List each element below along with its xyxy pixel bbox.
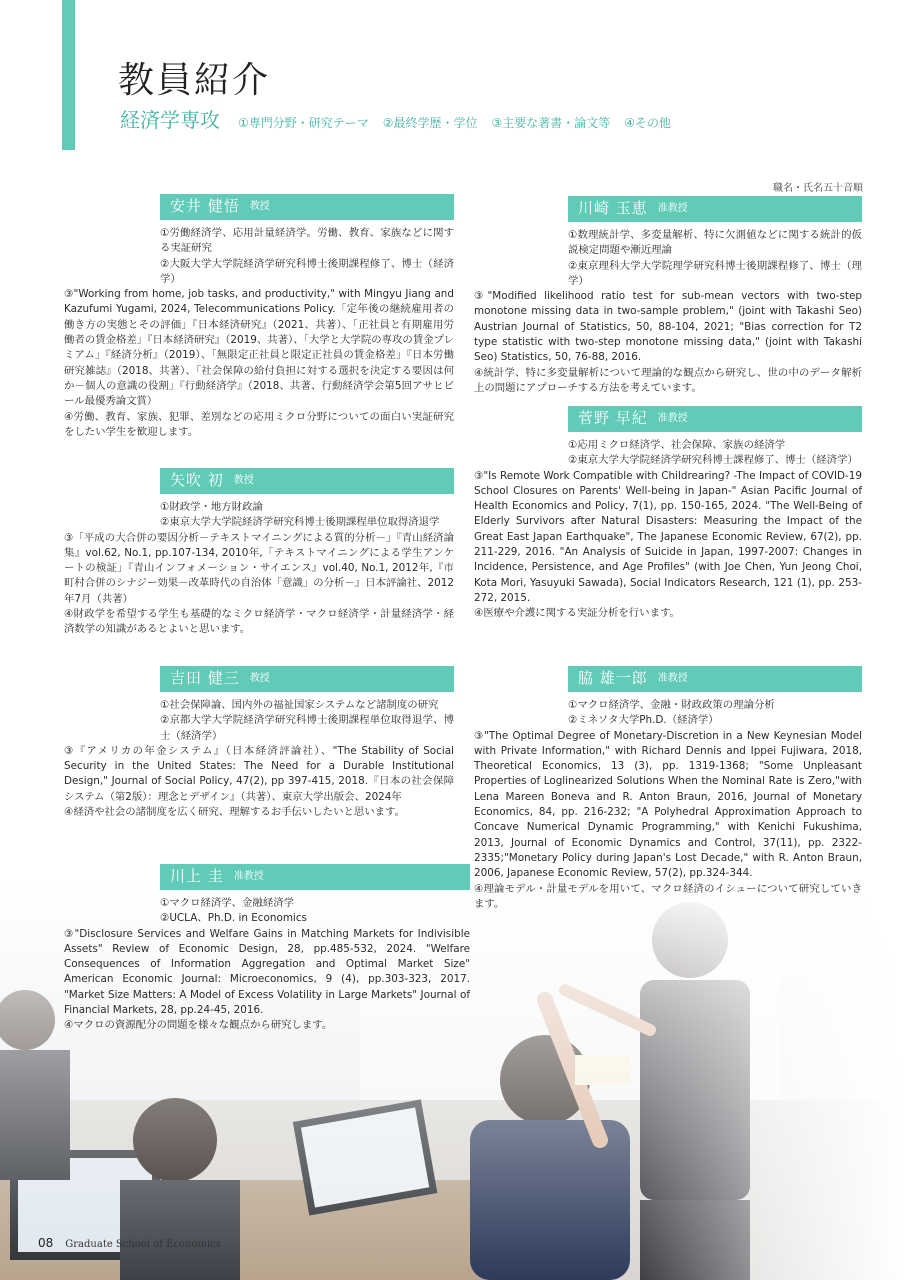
faculty-education: ②大阪大学大学院経済学研究科博士後期課程修了、博士（経済学） bbox=[160, 257, 454, 285]
faculty-publications: ③"The Optimal Degree of Monetary-Discretion in a New Keynesian Model with Private Information," with Richard Dennis and Ippei Fujiwara, 2018, Theoretical Economics, 13 (3), pp. 1319-1368; "Some Unpleasant Properties of Loglinearized Solutions When the Nominal Rate is Zero,"with Lena Mareen Boneva and R. Anton Braun, 2016, Journal of Monetary Economics, 84, pp. 216-232; "A Polyhedral Approximation Approach to Concave Numerical Dynamic Programming," with Kenichi Fukushima, 2013, Journal of Economic Dynamics and Control, 37(11), pp. 2322-2335;"Monetary Policy during Japan's Lost Decade," with R. Anton Braun, 2006, Japanese Economic Review, 57(2), pp.324-344. bbox=[474, 729, 862, 880]
faculty-card bbox=[64, 864, 470, 1034]
faculty-publications: ③"Disclosure Services and Welfare Gains in Matching Markets for Indivisible Assets" Review of Economic Design, 28, pp.485-532, 2024. "Welfare Consequences of Information Aggregation and Optimal Market Size" American Economic Journal: Microeconomics, 9 (4), pp.303-323, 2017. "Market Size Matters: A Model of Excess Volatility in Large Markets" Journal of Financial Markets, 28, pp.24-45, 2016. bbox=[64, 927, 470, 1017]
faculty-name-bar bbox=[160, 864, 470, 890]
faculty-field: ①マクロ経済学、金融・財政政策の理論分析 bbox=[568, 699, 775, 711]
faculty-field: ①社会保障論、国内外の福祉国家システムなど諸制度の研究 bbox=[160, 699, 439, 711]
faculty-name: 吉田 健三 bbox=[170, 669, 240, 688]
faculty-publications: ③"Working from home, job tasks, and productivity," with Mingyu Jiang and Kazufumi Yugami, 2024, Telecommunications Policy.「定年後の継続雇用者の働き方の実態とその評価」『日本経済研究』（2021、共著）、「正社員と有期雇用労働者の賃金格差」『日本経済研究』（2019、共著）、「大学と大学院の専攻の賃金プレミアム」『経済分析』（2019）、「無限定正社員と限定正社員の賃金格差」『日本労働研究雑誌』（2018、共著）、「社会保障の給付負担に対する選択を決定する要因は何か－個人の意識の役割」『行動経済学』（2018、共著、行動経済学会第5回アサヒビール最優秀論文賞） bbox=[64, 288, 454, 408]
faculty-education: ②東京理科大学大学院理学研究科博士後期課程修了、博士（理学） bbox=[568, 259, 862, 287]
faculty-other: ④労働、教育、家族、犯罪、差別などの応用ミクロ分野についての面白い実証研究をしたい学生を歓迎します。 bbox=[64, 410, 454, 438]
legend-item: ①専門分野・研究テーマ bbox=[238, 116, 369, 130]
faculty-publications: ③"Is Remote Work Compatible with Childrearing? -The Impact of COVID-19 School Closures on Parents' Well-being in Japan-" Asian Pacific Journal of Health Economics and Policy, 7(1), pp. 150-165, 2024. "The Well-Being of Elderly Survivors after Natural Disasters: Measuring the Impact of the Great East Japan Earthquake", The Japanese Economic Review, 67(2), pp. 211-229, 2016. "An Analysis of Suicide in Japan, 1997-2007: Changes in Incidence, Persistence, and Age Profiles" (with Joe Chen, Yun Jeong Choi, Kota Mori, Yasuyuki Sawada), Social Indicators Research, 121 (1), pp. 253-272, 2015. bbox=[474, 469, 862, 604]
faculty-other: ④経済や社会の諸制度を広く研究、理解するお手伝いしたいと思います。 bbox=[64, 806, 405, 819]
faculty-other: ④マクロの資源配分の問題を様々な観点から研究します。 bbox=[64, 1019, 333, 1032]
faculty-rank: 教授 bbox=[249, 673, 270, 685]
faculty-field: ①数理統計学、多変量解析、特に欠測値などに関する統計的仮説検定問題や漸近理論 bbox=[568, 229, 862, 257]
faculty-name-bar bbox=[160, 468, 454, 494]
faculty-card bbox=[474, 406, 862, 622]
page-footer bbox=[38, 1236, 221, 1250]
faculty-rank: 准教授 bbox=[657, 413, 688, 425]
faculty-name-bar bbox=[568, 666, 862, 692]
legend-item: ④その他 bbox=[624, 116, 672, 130]
faculty-education: ②東京大学大学院経済学研究科博士課程修了、博士（経済学） bbox=[568, 454, 858, 467]
faculty-name-bar bbox=[160, 194, 454, 220]
faculty-name-bar bbox=[160, 666, 454, 692]
faculty-card bbox=[474, 666, 862, 912]
faculty-name: 川崎 玉恵 bbox=[578, 199, 648, 218]
faculty-name-bar bbox=[568, 196, 862, 222]
faculty-field: ①マクロ経済学、金融経済学 bbox=[160, 897, 295, 909]
faculty-other: ④統計学、特に多変量解析について理論的な観点から研究し、世の中のデータ解析上の問題にアプローチする方法を考えています。 bbox=[474, 366, 862, 394]
faculty-publications: ③"Modified likelihood ratio test for sub-mean vectors with two-step monotone missing data in two-sample problem," (joint with Takashi Seo) Austrian Journal of Statistics, 50, 88-104, 2021; "Bias correction for T2 type statistic with two-step monotone missing data," (joint with Takashi Seo) Statistics, 50, 76-88, 2016. bbox=[474, 290, 862, 364]
faculty-card bbox=[64, 666, 454, 820]
legend-item: ③主要な著書・論文等 bbox=[491, 116, 611, 130]
page-title: 教員紹介 bbox=[118, 60, 271, 101]
faculty-education: ②京都大学大学院経済学研究科博士後期課程単位取得退学、博士（経済学） bbox=[160, 714, 454, 742]
faculty-rank: 教授 bbox=[249, 201, 270, 213]
faculty-field: ①応用ミクロ経済学、社会保障、家族の経済学 bbox=[568, 439, 786, 451]
faculty-other: ④理論モデル・計量モデルを用いて、マクロ経済のイシューについて研究していきます。 bbox=[474, 882, 862, 910]
faculty-rank: 准教授 bbox=[657, 673, 688, 685]
faculty-publications: ③『アメリカの年金システム』（日本経済評論社）、"The Stability of Social Security in the United States: The Need for a Durable Institutional Design," Journal of Social Policy, 47(2), pp 397-415, 2018.『日本の社会保障システム（第2版）：理念とデザイン』（共著）、東京大学出版会、2024年 bbox=[64, 744, 454, 803]
faculty-name: 矢吹 初 bbox=[170, 471, 224, 490]
faculty-publications: ③「平成の大合併の要因分析－テキストマイニングによる質的分析－」『青山経済論集』vol.62, No.1, pp.107-134, 2010年,「テキストマイニングによる学生アンケートの検証」『青山インフォメーション・サイエンス』vol.40, No.1, 2012年,『市町村合併のシナジー効果－改革時代の自治体「意識」の分析－』日本評論社、2012年7月（共著） bbox=[64, 531, 454, 605]
faculty-name-bar bbox=[568, 406, 862, 432]
faculty-field: ①財政学・地方財政論 bbox=[160, 501, 263, 513]
faculty-rank: 教授 bbox=[233, 475, 254, 487]
page-number: 08 bbox=[38, 1236, 54, 1250]
faculty-card bbox=[64, 468, 454, 638]
faculty-field: ①労働経済学、応用計量経済学。労働、教育、家族などに関する実証研究 bbox=[160, 227, 454, 255]
legend-item: ②最終学歴・学位 bbox=[382, 116, 478, 130]
faculty-education: ②東京大学大学院経済学研究科博士後期課程単位取得済退学 bbox=[160, 516, 440, 529]
sort-note: 職名・氏名五十音順 bbox=[773, 183, 863, 194]
faculty-name: 川上 圭 bbox=[170, 867, 224, 886]
faculty-other: ④財政学を希望する学生も基礎的なミクロ経済学・マクロ経済学・計量経済学・経済数学の知識があるとよいと思います。 bbox=[64, 608, 454, 636]
faculty-card bbox=[474, 196, 862, 396]
faculty-card bbox=[64, 194, 454, 440]
department-title: 経済学専攻 bbox=[120, 108, 220, 132]
subtitle-row bbox=[120, 104, 685, 133]
faculty-name: 菅野 早紀 bbox=[578, 409, 648, 428]
faculty-name: 脇 雄一郎 bbox=[578, 669, 648, 688]
faculty-rank: 准教授 bbox=[233, 871, 264, 883]
header-accent-bar bbox=[62, 0, 75, 150]
faculty-rank: 准教授 bbox=[657, 203, 688, 215]
faculty-education: ②ミネソタ大学Ph.D.（経済学） bbox=[568, 714, 719, 727]
faculty-name: 安井 健悟 bbox=[170, 197, 240, 216]
faculty-other: ④医療や介護に関する実証分析を行います。 bbox=[474, 607, 680, 620]
faculty-education: ②UCLA、Ph.D. in Economics bbox=[160, 912, 307, 925]
school-name: Graduate School of Economics bbox=[65, 1239, 221, 1250]
